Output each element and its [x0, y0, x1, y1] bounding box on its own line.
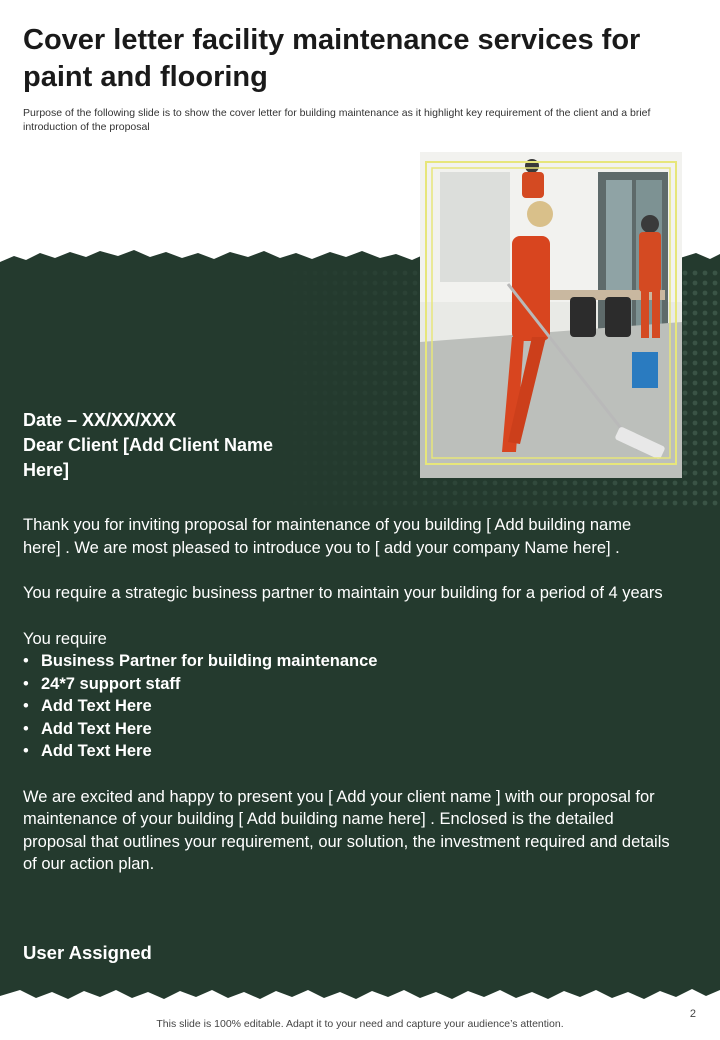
requirements-intro: You require	[23, 629, 107, 648]
letter-salutation: Dear Client [Add Client Name Here]	[23, 435, 274, 480]
list-item: • Add Text Here	[23, 740, 673, 763]
requirements-list	[23, 650, 673, 763]
page-title: Cover letter facility maintenance services for paint and flooring	[23, 24, 641, 93]
page-subtitle: Purpose of the following slide is to show the cover letter for building maintenance as it highlight key requirement of the client and a brief introduction of the proposal	[23, 107, 651, 133]
cleaning-worker-photo	[420, 152, 682, 478]
footer-note: This slide is 100% editable. Adapt it to your need and capture your audience’s attention.	[156, 1018, 564, 1030]
list-item: • Business Partner for building maintenance	[23, 650, 673, 673]
list-item: • Add Text Here	[23, 695, 673, 718]
page-number: 2	[689, 1008, 696, 1020]
list-item: • Add Text Here	[23, 718, 673, 741]
letter-greeting	[23, 408, 323, 483]
letter-paragraph-3: We are excited and happy to present you [ Add your client name ] with our proposal for maintenance of your building [ Add building name here] . Enclosed is the detailed proposal that outlines your requirement, our solution, the investment required and details of our action plan.	[23, 787, 670, 873]
photo-illustration	[420, 152, 682, 478]
letter-signature: User Assigned	[23, 942, 152, 963]
letter-paragraph-1: Thank you for inviting proposal for maintenance of you building [ Add building name here] . We are most pleased to introduce you to [ add your company Name here] .	[23, 516, 632, 557]
list-item: • 24*7 support staff	[23, 673, 673, 696]
letter-paragraph-2: You require a strategic business partner to maintain your building for a period of 4 years	[23, 584, 663, 602]
letter-body	[23, 514, 673, 876]
letter-date: Date – XX/XX/XXX	[23, 410, 177, 430]
